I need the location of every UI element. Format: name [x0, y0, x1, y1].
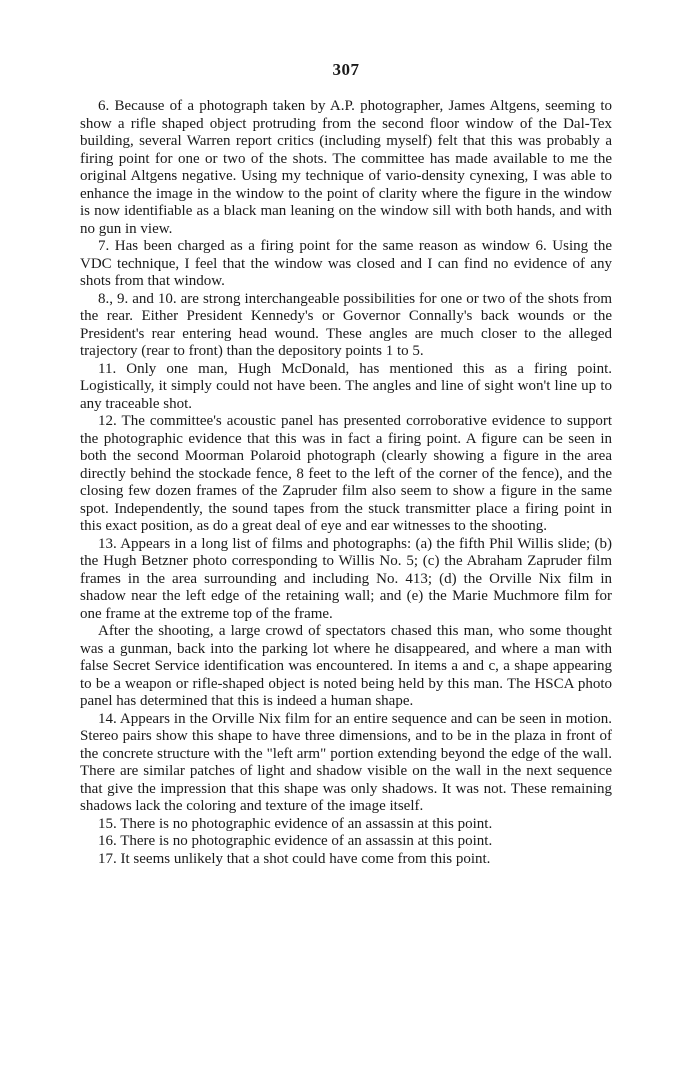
- paragraph-8-9-10: 8., 9. and 10. are strong interchangeable possibilities for one or two of the shots from the rear. Either President Kennedy's or Governor Connally's back wounds or the President's rear entering head wound. These angles are much closer to the alleged trajectory (rear to front) than the depository points 1 to 5.: [80, 290, 612, 359]
- paragraph-11: 11. Only one man, Hugh McDonald, has mentioned this as a firing point. Logistically, it simply could not have been. The angles and line of sight won't line up to any traceable shot.: [80, 360, 612, 412]
- paragraph-17: 17. It seems unlikely that a shot could have come from this point.: [98, 850, 491, 867]
- paragraph-7: 7. Has been charged as a firing point for the same reason as window 6. Using the VDC technique, I feel that the window was closed and I can find no evidence of any shots from that window.: [80, 238, 612, 289]
- paragraph-16: 16. There is no photographic evidence of an assassin at this point.: [98, 833, 493, 849]
- page-number: 307: [332, 60, 360, 79]
- document-page: [80, 60, 612, 868]
- paragraph-6: 6. Because of a photograph taken by A.P. photographer, James Altgens, seeming to show a rifle shaped object protruding from the second floor window of the Dal-Tex building, several Warren report critics (including myself) felt that this was probably a firing point for one or two of the shots. The committee has made available to me the original Altgens negative. Using my technique of vario-density cynexing, I was able to enhance the image in the window to the point of clarity where the figure in the window is now identifiable as a black man leaning on the window sill with both hands, and with no gun in view.: [80, 98, 612, 237]
- paragraph-15: 15. There is no photographic evidence of an assassin at this point.: [98, 815, 493, 832]
- paragraph-12: 12. The committee's acoustic panel has presented corroborative evidence to support the photographic evidence that this was in fact a firing point. A figure can be seen in both the second Moorman Polaroid photograph (clearly showing a figure in the area directly behind the stockade fence, 8 feet to the left of the corner of the fence), and the closing few dozen frames of the Zapruder film also seem to show a figure in the same spot. Independently, the sound tapes from the stuck transmitter place a firing point in this exact position, as do a great deal of eye and ear witnesses to the shooting.: [80, 413, 612, 534]
- paragraph-14: 14. Appears in the Orville Nix film for an entire sequence and can be seen in motion. Stereo pairs show this shape to have three dimensions, and to be in the plaza in front of the concrete structure with the "left arm" portion extending beyond the edge of the wall. There are similar patches of light and shadow visible on the wall in the next sequence that give the impression that this shape was only shadows. It was not. These remaining shadows lack the coloring and texture of the image itself.: [80, 710, 612, 814]
- paragraph-13-continued: After the shooting, a large crowd of spectators chased this man, who some thought was a gunman, back into the parking lot where he disappeared, and where a man with false Secret Service identification was encountered. In items a and c, a shape appearing to be a weapon or rifle-shaped object is noted being held by this man. The HSCA photo panel has determined that this is indeed a human shape.: [80, 623, 612, 709]
- paragraph-13: 13. Appears in a long list of films and photographs: (a) the fifth Phil Willis slide; (b) the Hugh Betzner photo corresponding to Willis No. 5; (c) the Abraham Zapruder film frames in the area surrounding and including No. 413; (d) the Orville Nix film in shadow near the left edge of the retaining wall; and (e) the Marie Muchmore film for one frame at the extreme top of the frame.: [80, 535, 612, 622]
